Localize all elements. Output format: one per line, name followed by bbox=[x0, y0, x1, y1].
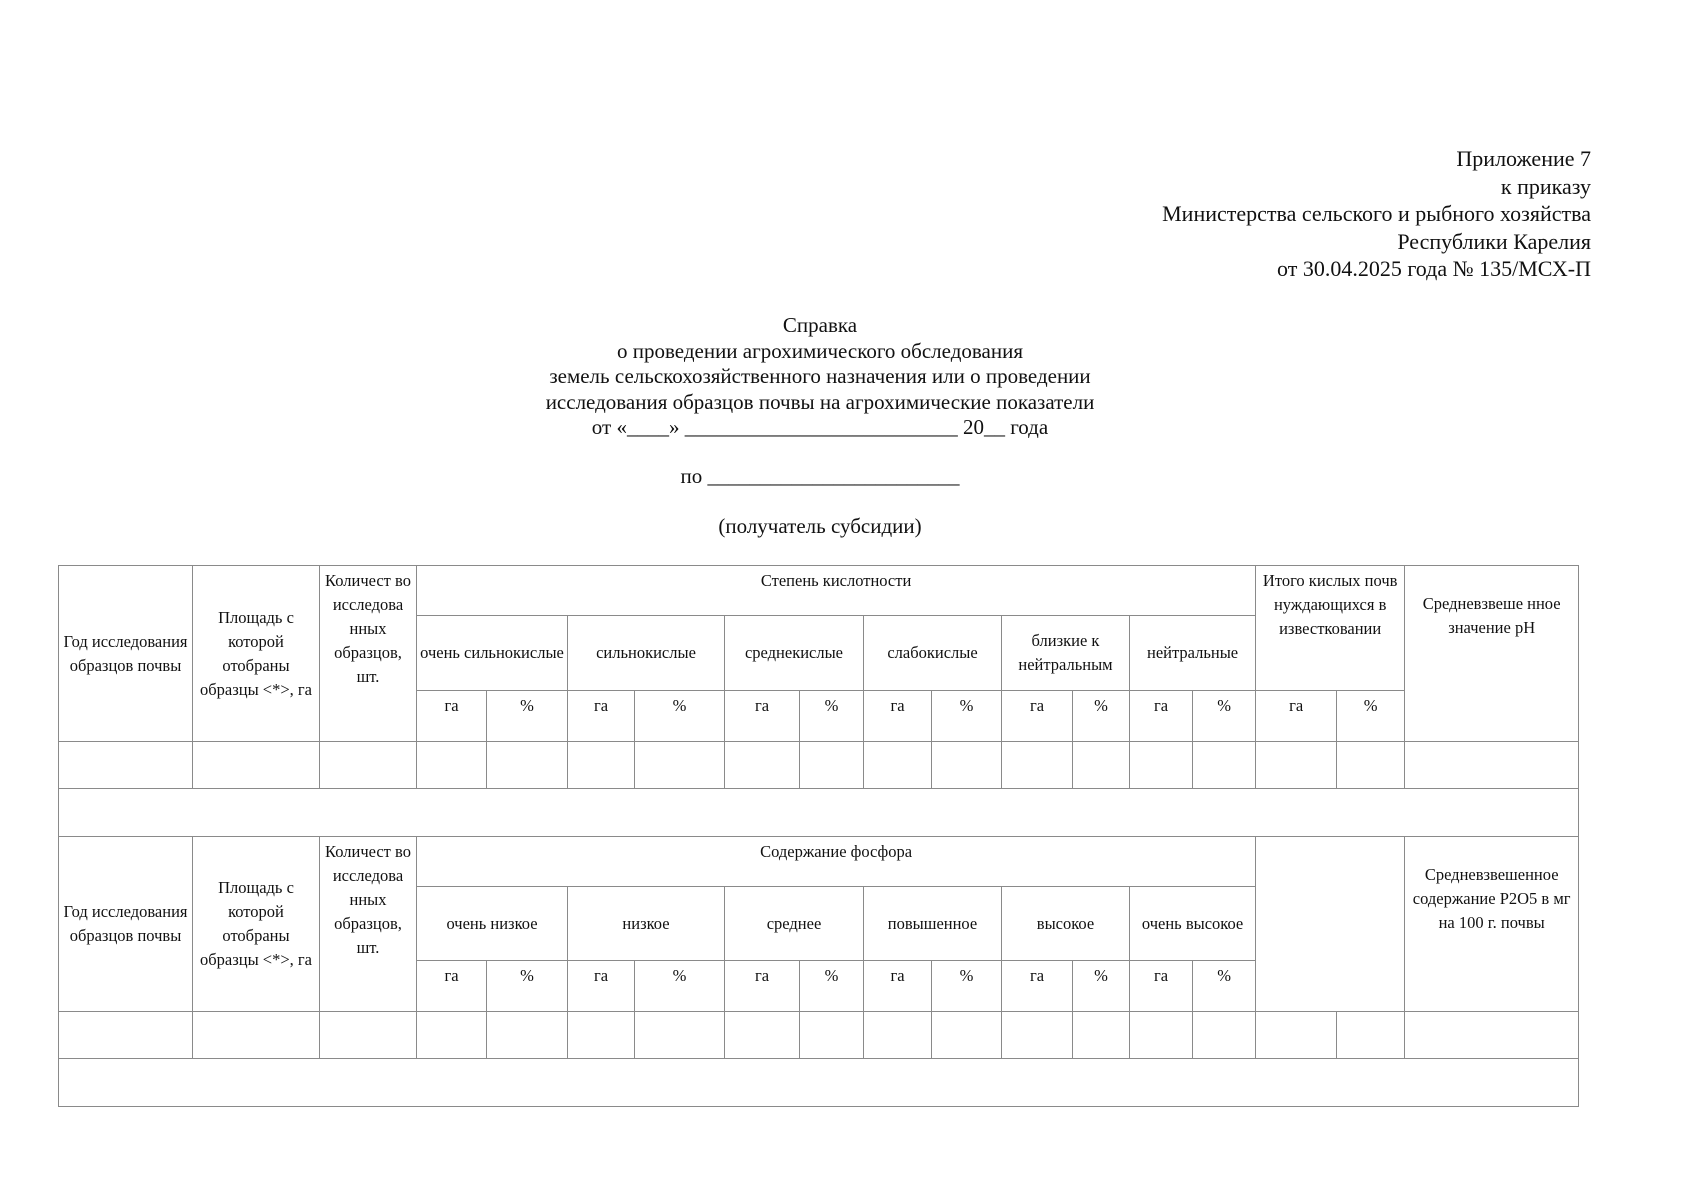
appendix-ministry: Министерства сельского и рыбного хозяйства bbox=[1162, 201, 1591, 226]
t1-acidity-group-header: Степень кислотности bbox=[417, 566, 1256, 616]
t1-unit-pct: % bbox=[635, 691, 725, 742]
table-cell[interactable] bbox=[568, 742, 635, 789]
table-cell[interactable] bbox=[1256, 1012, 1337, 1059]
t2-category-5: высокое bbox=[1002, 887, 1130, 961]
table-cell[interactable] bbox=[320, 742, 417, 789]
table-cell[interactable] bbox=[417, 1012, 487, 1059]
table-cell[interactable] bbox=[1256, 742, 1337, 789]
t2-phosphorus-group-header: Содержание фосфора bbox=[417, 837, 1256, 887]
form-table bbox=[58, 565, 1579, 1107]
appendix-republic: Республики Карелия bbox=[1397, 228, 1591, 254]
appendix-header bbox=[1162, 145, 1591, 283]
separator-row bbox=[59, 789, 1579, 837]
table-cell[interactable] bbox=[487, 742, 568, 789]
t1-unit-ha: га bbox=[1256, 691, 1337, 742]
table-cell[interactable] bbox=[487, 1012, 568, 1059]
t1-unit-ha: га bbox=[1002, 691, 1073, 742]
table-cell[interactable] bbox=[725, 1012, 800, 1059]
t2-unit-pct: % bbox=[932, 961, 1002, 1012]
t1-unit-pct: % bbox=[1193, 691, 1256, 742]
t1-unit-ha: га bbox=[725, 691, 800, 742]
t2-category-2: низкое bbox=[568, 887, 725, 961]
t2-category-3: среднее bbox=[725, 887, 864, 961]
t1-count-header: Количест во исследова нных образцов, шт. bbox=[320, 566, 417, 742]
t2-unit-ha: га bbox=[417, 961, 487, 1012]
title-line-4: исследования образцов почвы на агрохимические показатели bbox=[545, 389, 1095, 414]
table-cell[interactable] bbox=[59, 1012, 193, 1059]
t2-area-header: Площадь с которой отобраны образцы <*>, га bbox=[193, 837, 320, 1012]
table-cell[interactable] bbox=[568, 1012, 635, 1059]
table-cell[interactable] bbox=[864, 742, 932, 789]
table-cell[interactable] bbox=[800, 742, 864, 789]
t1-category-2: сильнокислые bbox=[568, 616, 725, 691]
t1-category-3: среднекислые bbox=[725, 616, 864, 691]
title-line-2: о проведении агрохимического обследования bbox=[617, 338, 1023, 363]
table-cell[interactable] bbox=[800, 1012, 864, 1059]
t1-unit-ha: га bbox=[417, 691, 487, 742]
t1-total-acidic-header: Итого кислых почв нуждающихся в известковании bbox=[1256, 566, 1405, 691]
t1-unit-pct: % bbox=[800, 691, 864, 742]
table-cell[interactable] bbox=[1130, 1012, 1193, 1059]
table-cell[interactable] bbox=[1405, 1012, 1579, 1059]
t1-avg-ph-header: Средневзвеше нное значение pH bbox=[1405, 566, 1579, 742]
table-cell[interactable] bbox=[320, 1012, 417, 1059]
t1-unit-pct: % bbox=[487, 691, 568, 742]
t2-unit-pct: % bbox=[635, 961, 725, 1012]
table-cell[interactable] bbox=[1193, 1012, 1256, 1059]
table-cell[interactable] bbox=[1073, 742, 1130, 789]
table-cell[interactable] bbox=[417, 742, 487, 789]
t2-unit-pct: % bbox=[1193, 961, 1256, 1012]
t2-category-6: очень высокое bbox=[1130, 887, 1256, 961]
t2-unit-ha: га bbox=[568, 961, 635, 1012]
t2-avg-p2o5-header: Средневзвешенное содержание P2O5 в мг на 100 г. почвы bbox=[1405, 837, 1579, 1012]
t2-category-1: очень низкое bbox=[417, 887, 568, 961]
t1-year-header: Год исследования образцов почвы bbox=[59, 566, 193, 742]
table-cell[interactable] bbox=[1337, 1012, 1405, 1059]
appendix-date: от 30.04.2025 года № 135/МСХ-П bbox=[1277, 256, 1591, 281]
t1-category-4: слабокислые bbox=[864, 616, 1002, 691]
table-cell[interactable] bbox=[1193, 742, 1256, 789]
table-cell[interactable] bbox=[932, 742, 1002, 789]
table-cell[interactable] bbox=[193, 742, 320, 789]
title-date-line: от «____» __________________________ 20__ года bbox=[591, 415, 1049, 439]
t1-unit-ha: га bbox=[568, 691, 635, 742]
title-line-1: Справка bbox=[782, 313, 858, 337]
t1-unit-pct: % bbox=[1073, 691, 1130, 742]
t1-unit-ha: га bbox=[864, 691, 932, 742]
t2-year-header: Год исследования образцов почвы bbox=[59, 837, 193, 1012]
table-cell[interactable] bbox=[1337, 742, 1405, 789]
table-cell[interactable] bbox=[1002, 742, 1073, 789]
table-cell[interactable] bbox=[635, 1012, 725, 1059]
appendix-number: Приложение 7 bbox=[1456, 146, 1591, 171]
t2-unit-ha: га bbox=[1130, 961, 1193, 1012]
table-cell[interactable] bbox=[932, 1012, 1002, 1059]
t2-unit-ha: га bbox=[725, 961, 800, 1012]
t1-unit-pct: % bbox=[1337, 691, 1405, 742]
table-cell[interactable] bbox=[59, 742, 193, 789]
t2-unit-pct: % bbox=[487, 961, 568, 1012]
t1-unit-pct: % bbox=[932, 691, 1002, 742]
t1-data-row bbox=[59, 742, 1579, 789]
table-cell[interactable] bbox=[1130, 742, 1193, 789]
t1-category-5: близкие к нейтральным bbox=[1002, 616, 1130, 691]
t2-category-4: повышенное bbox=[864, 887, 1002, 961]
table-cell[interactable] bbox=[193, 1012, 320, 1059]
t1-unit-ha: га bbox=[1130, 691, 1193, 742]
t2-data-row bbox=[59, 1012, 1579, 1059]
table-cell[interactable] bbox=[1405, 742, 1579, 789]
recipient-blank-line: по ________________________ bbox=[680, 464, 960, 488]
t2-count-header: Количест во исследова нных образцов, шт. bbox=[320, 837, 417, 1012]
table-cell[interactable] bbox=[1073, 1012, 1130, 1059]
table-cell[interactable] bbox=[1002, 1012, 1073, 1059]
t1-category-1: очень сильнокислые bbox=[417, 616, 568, 691]
appendix-order-ref: к приказу bbox=[1500, 173, 1591, 199]
title-line-3: земель сельскохозяйственного назначения или о проведении bbox=[549, 364, 1091, 388]
t2-unit-pct: % bbox=[800, 961, 864, 1012]
table-cell[interactable] bbox=[635, 742, 725, 789]
table-cell[interactable] bbox=[864, 1012, 932, 1059]
t2-unit-pct: % bbox=[1073, 961, 1130, 1012]
t2-unit-ha: га bbox=[864, 961, 932, 1012]
t2-unit-ha: га bbox=[1002, 961, 1073, 1012]
bottom-row bbox=[59, 1059, 1579, 1107]
table-cell[interactable] bbox=[725, 742, 800, 789]
t2-empty-header bbox=[1256, 837, 1405, 1012]
t1-area-header: Площадь с которой отобраны образцы <*>, га bbox=[193, 566, 320, 742]
t1-category-6: нейтральные bbox=[1130, 616, 1256, 691]
recipient-caption: (получатель субсидии) bbox=[718, 514, 922, 538]
document-title bbox=[0, 313, 1640, 441]
